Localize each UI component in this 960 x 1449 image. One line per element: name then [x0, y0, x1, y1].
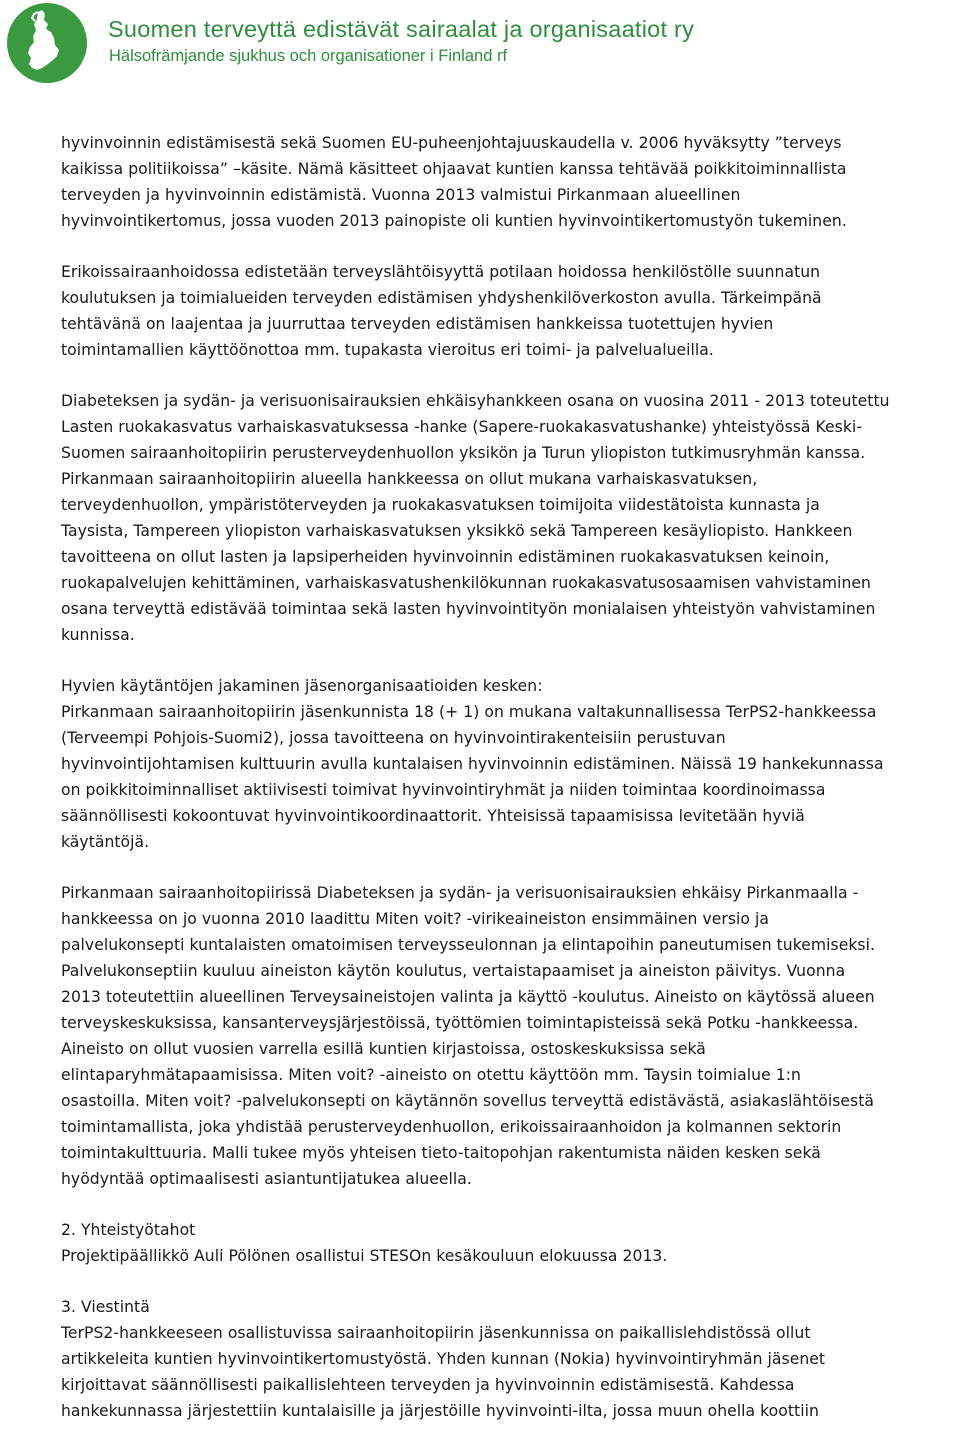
text-line: Suomen sairaanhoitopiirin perusterveydenhuollon yksikön ja Turun yliopiston tutkimusryhmän kanssa.: [61, 444, 866, 462]
text-line: Hyvien käytäntöjen jakaminen jäsenorganisaatioiden kesken:: [61, 677, 543, 695]
text-line: TerPS2-hankkeeseen osallistuvissa sairaanhoitopiirin jäsenkunnissa on paikallislehdistössä ollut: [61, 1324, 811, 1342]
text-line: kirjoittavat säännöllisesti paikallislehteen terveyden ja hyvinvoinnin edistämisestä. Kahdessa: [61, 1376, 795, 1394]
text-line: hankkeessa on jo vuonna 2010 laadittu Miten voit? -virikeaineiston ensimmäinen versio ja: [61, 910, 769, 928]
text-line: hyvinvointijohtamisen kulttuurin avulla kuntalaisen hyvinvoinnin edistäminen. Näissä 19 hankekunnassa: [61, 755, 884, 773]
text-line: Pirkanmaan sairaanhoitopiirissä Diabeteksen ja sydän- ja verisuonisairauksien ehkäisy Pirkanmaalla -: [61, 884, 859, 902]
text-line: Diabeteksen ja sydän- ja verisuonisairauksien ehkäisyhankkeen osana on vuosina 2011 - 2013 toteutettu: [61, 392, 890, 410]
text-line: Aineisto on ollut vuosien varrella esillä kuntien kirjastoissa, ostoskeskuksissa sekä: [61, 1040, 706, 1058]
text-line: elintaparyhmätapaamisissa. Miten voit? -aineisto on otettu käyttöön mm. Taysin toimialue 1:n: [61, 1066, 801, 1084]
paragraph-sapere-project: [61, 388, 957, 648]
text-line: hyvinvointikertomus, jossa vuoden 2013 painopiste oli kuntien hyvinvointikertomustyön tukeminen.: [61, 212, 847, 230]
document-body: [61, 130, 957, 1449]
text-line: Projektipäällikkö Auli Pölönen osallistui STESOn kesäkouluun elokuussa 2013.: [61, 1247, 668, 1265]
text-line: Lasten ruokakasvatus varhaiskasvatuksessa -hanke (Sapere-ruokakasvatushanke) yhteistyössä Keski-: [61, 418, 862, 436]
text-line: on poikkitoiminnalliset aktiivisesti toimivat hyvinvointiryhmät ja niiden toimintaa koordinoimassa: [61, 781, 826, 799]
text-line: säännöllisesti kokoontuvat hyvinvointikoordinaattorit. Yhteisissä tapaamisissa levitetään hyviä: [61, 807, 805, 825]
text-line: toimintamallista, joka yhdistää perusterveydenhuollon, erikoissairaanhoidon ja kolmannen sektorin: [61, 1118, 842, 1136]
paragraph-miten-voit: [61, 880, 957, 1192]
page-header: [0, 0, 960, 80]
section-cooperation: [61, 1217, 957, 1269]
text-line: hyvinvoinnin edistämisestä sekä Suomen EU-puheenjohtajuuskaudella v. 2006 hyväksytty ”terveys: [61, 134, 842, 152]
paragraph-specialized-care: [61, 259, 957, 363]
text-line: Taysista, Tampereen yliopiston varhaiskasvatuksen yksikkö sekä Tampereen kesäyliopisto. Hankkeen: [61, 522, 853, 540]
section-heading: 3. Viestintä: [61, 1298, 150, 1316]
text-line: osana terveyttä edistävää toimintaa sekä lasten hyvinvointityön monialaisen yhteistyön vahvistaminen: [61, 600, 876, 618]
text-line: (Terveempi Pohjois-Suomi2), jossa tavoitteena on hyvinvointirakenteisiin perustuvan: [61, 729, 726, 747]
text-line: tehtävänä on laajentaa ja juurruttaa terveyden edistämisen hankkeissa tuotettujen hyvien: [61, 315, 774, 333]
text-line: terveyden ja hyvinvoinnin edistämistä. Vuonna 2013 valmistui Pirkanmaan alueellinen: [61, 186, 741, 204]
text-line: toimintakulttuuria. Malli tukee myös yhteisen tieto-taitopohjan rakentumista näiden kesken sekä: [61, 1144, 821, 1162]
finland-map-icon: [4, 2, 90, 84]
text-line: Pirkanmaan sairaanhoitopiirin jäsenkunnista 18 (+ 1) on mukana valtakunnallisessa TerPS2-hankkeessa: [61, 703, 877, 721]
paragraph-good-practices: [61, 673, 957, 855]
text-line: 2013 toteutettiin alueellinen Terveysaineistojen valinta ja käyttö -koulutus. Aineisto on käytössä alueen: [61, 988, 875, 1006]
text-line: hankekunnassa järjestettiin kuntalaisille ja järjestöille hyvinvointi-ilta, jossa muun ohella koottiin: [61, 1402, 819, 1420]
text-line: Palvelukonseptiin kuuluu aineiston käytön koulutus, vertaistapaamiset ja aineiston päivitys. Vuonna: [61, 962, 846, 980]
text-line: kunnissa.: [61, 626, 135, 644]
text-line: kaikissa politiikoissa” –käsite. Nämä käsitteet ohjaavat kuntien kanssa tehtävää poikkitoiminnallista: [61, 160, 847, 178]
text-line: palvelukonsepti kuntalaisten omatoimisen terveysseulonnan ja elintapoihin paneutumisen tukemiseksi.: [61, 936, 875, 954]
text-line: Erikoissairaanhoidossa edistetään terveyslähtöisyyttä potilaan hoidossa henkilöstölle suunnatun: [61, 263, 821, 281]
organization-subtitle: Hälsofrämjande sjukhus och organisationer i Finland rf: [109, 47, 508, 65]
text-line: koulutuksen ja toimialueiden terveyden edistämisen yhdyshenkilöverkoston avulla. Tärkeimpänä: [61, 289, 822, 307]
text-line: toimintamallien käyttöönottoa mm. tupakasta vieroitus eri toimi- ja palvelualueilla.: [61, 341, 714, 359]
text-line: käytäntöjä.: [61, 833, 150, 851]
text-line: hyödyntää optimaalisesti asiantuntijatukea alueella.: [61, 1170, 472, 1188]
organization-title: Suomen terveyttä edistävät sairaalat ja organisaatiot ry: [108, 16, 695, 42]
paragraph-health-promotion-concepts: [61, 130, 957, 234]
text-line: terveyskeskuksissa, kansanterveysjärjestöissä, työttömien toimintapisteissä sekä Potku -hankkeessa.: [61, 1014, 859, 1032]
text-line: osastoilla. Miten voit? -palvelukonsepti on käytännön sovellus terveyttä edistävästä, asiakaslähtöisestä: [61, 1092, 874, 1110]
text-line: tavoitteena on ollut lasten ja lapsiperheiden hyvinvoinnin edistäminen ruokakasvatuksen keinoin,: [61, 548, 830, 566]
section-heading: 2. Yhteistyötahot: [61, 1221, 196, 1239]
text-line: ruokapalvelujen kehittäminen, varhaiskasvatushenkilökunnan ruokakasvatusosaamisen vahvistaminen: [61, 574, 871, 592]
text-line: Pirkanmaan sairaanhoitopiirin alueella hankkeessa on ollut mukana varhaiskasvatuksen,: [61, 470, 758, 488]
section-communication: [61, 1294, 957, 1424]
text-line: terveydenhuollon, ympäristöterveyden ja ruokakasvatuksen toimijoita viidestätoista kunnasta ja: [61, 496, 820, 514]
text-line: artikkeleita kuntien hyvinvointikertomustyöstä. Yhden kunnan (Nokia) hyvinvointiryhmän jäsenet: [61, 1350, 826, 1368]
